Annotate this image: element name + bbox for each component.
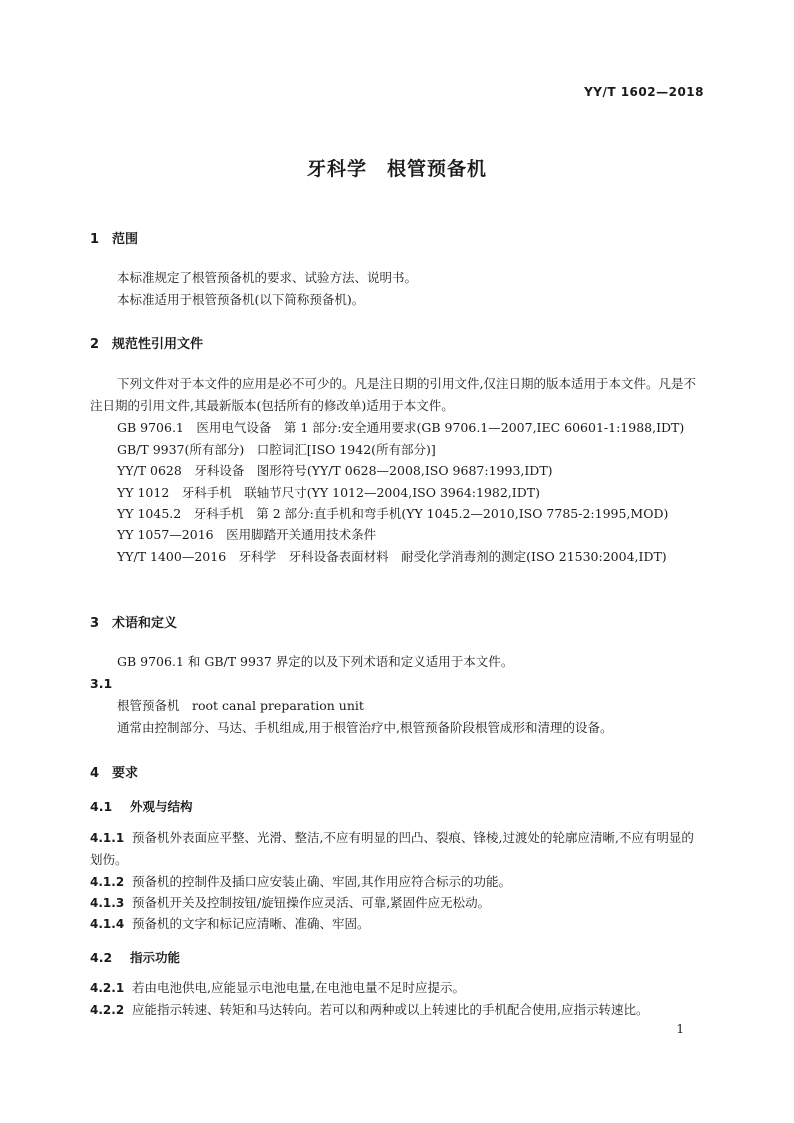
clause-4-2-2 [90, 999, 648, 1021]
section-number: 2 [90, 337, 100, 352]
clause-number: 4.2.2 [90, 1003, 125, 1017]
clause-number: 4.1.2 [90, 875, 125, 889]
reference-item: YY 1012 牙科手机 联轴节尺寸(YY 1012—2004,ISO 3964:1982,IDT) [117, 485, 540, 500]
term-entry: 根管预备机 root canal preparation unit [117, 698, 364, 713]
subsection-number: 4.2 [90, 950, 113, 965]
reference-item: GB 9706.1 医用电气设备 第 1 部分:安全通用要求(GB 9706.1—2007,IEC 60601-1:1988,IDT) [117, 420, 685, 435]
section-title: 术语和定义 [112, 616, 178, 631]
clause-4-1-2 [90, 871, 511, 893]
clause-4-1-4 [90, 913, 370, 935]
subsection-number: 4.1 [90, 799, 113, 814]
clause-text: 应能指示转速、转矩和马达转向。若可以和两种或以上转速比的手机配合使用,应指示转速比。 [132, 1002, 649, 1017]
term-number: 3.1 [90, 676, 113, 691]
section-2-heading [90, 333, 203, 352]
subsection-title: 外观与结构 [130, 799, 193, 814]
clause-text: 预备机开关及控制按钮/旋钮操作应灵活、可靠,紧固件应无松动。 [132, 895, 491, 910]
reference-item: YY/T 0628 牙科设备 图形符号(YY/T 0628—2008,ISO 9687:1993,IDT) [117, 463, 553, 478]
section-title: 范围 [112, 232, 139, 247]
subsection-4-2-heading [90, 948, 180, 966]
normative-references-intro: 下列文件对于本文件的应用是必不可少的。凡是注日期的引用文件,仅注日期的版本适用于本文件。凡是不注日期的引用文件,其最新版本(包括所有的修改单)适用于本文件。 [90, 376, 696, 413]
section-number: 4 [90, 766, 100, 781]
clause-number: 4.1.1 [90, 831, 125, 845]
scope-paragraph-1: 本标准规定了根管预备机的要求、试验方法、说明书。 [117, 270, 418, 285]
subsection-title: 指示功能 [130, 950, 181, 965]
clause-text: 预备机的控制件及插口应安装止确、牢固,其作用应符合标示的功能。 [132, 874, 511, 889]
page-number: 1 [676, 1022, 684, 1036]
clause-number: 4.1.4 [90, 917, 125, 931]
section-title: 要求 [112, 766, 139, 781]
reference-item: GB/T 9937(所有部分) 口腔词汇[ISO 1942(所有部分)] [117, 442, 436, 457]
section-1-heading [90, 228, 138, 247]
clause-number: 4.1.3 [90, 896, 125, 910]
reference-item: YY 1045.2 牙科手机 第 2 部分:直手机和弯手机(YY 1045.2—2010,ISO 7785-2:1995,MOD) [117, 506, 669, 521]
section-4-heading [90, 762, 138, 781]
scope-paragraph-2: 本标准适用于根管预备机(以下简称预备机)。 [117, 292, 365, 307]
clause-text: 预备机外表面应平整、光滑、整洁,不应有明显的凹凸、裂痕、锋棱,过渡处的轮廓应清晰,不应有明显的划伤。 [90, 830, 694, 867]
standard-code: YY/T 1602—2018 [584, 85, 704, 99]
clause-text: 若由电池供电,应能显示电池电量,在电池电量不足时应提示。 [132, 980, 465, 995]
subsection-4-1-heading [90, 797, 193, 815]
section-number: 1 [90, 232, 100, 247]
terms-intro: GB 9706.1 和 GB/T 9937 界定的以及下列术语和定义适用于本文件。 [117, 654, 514, 669]
reference-item: YY/T 1400—2016 牙科学 牙科设备表面材料 耐受化学消毒剂的测定(ISO 21530:2004,IDT) [117, 549, 667, 564]
clause-number: 4.2.1 [90, 981, 125, 995]
section-3-heading [90, 612, 177, 631]
clause-4-2-1 [90, 977, 465, 999]
section-number: 3 [90, 616, 100, 631]
document-title: 牙科学 根管预备机 [306, 158, 487, 180]
clause-4-1-3 [90, 892, 490, 914]
section-title: 规范性引用文件 [112, 337, 204, 352]
clause-text: 预备机的文字和标记应清晰、准确、牢固。 [132, 916, 370, 931]
term-definition: 通常由控制部分、马达、手机组成,用于根管治疗中,根管预备阶段根管成形和清理的设备。 [117, 720, 613, 735]
reference-item: YY 1057—2016 医用脚踏开关通用技术条件 [117, 527, 377, 542]
clause-4-1-1 [90, 827, 704, 871]
